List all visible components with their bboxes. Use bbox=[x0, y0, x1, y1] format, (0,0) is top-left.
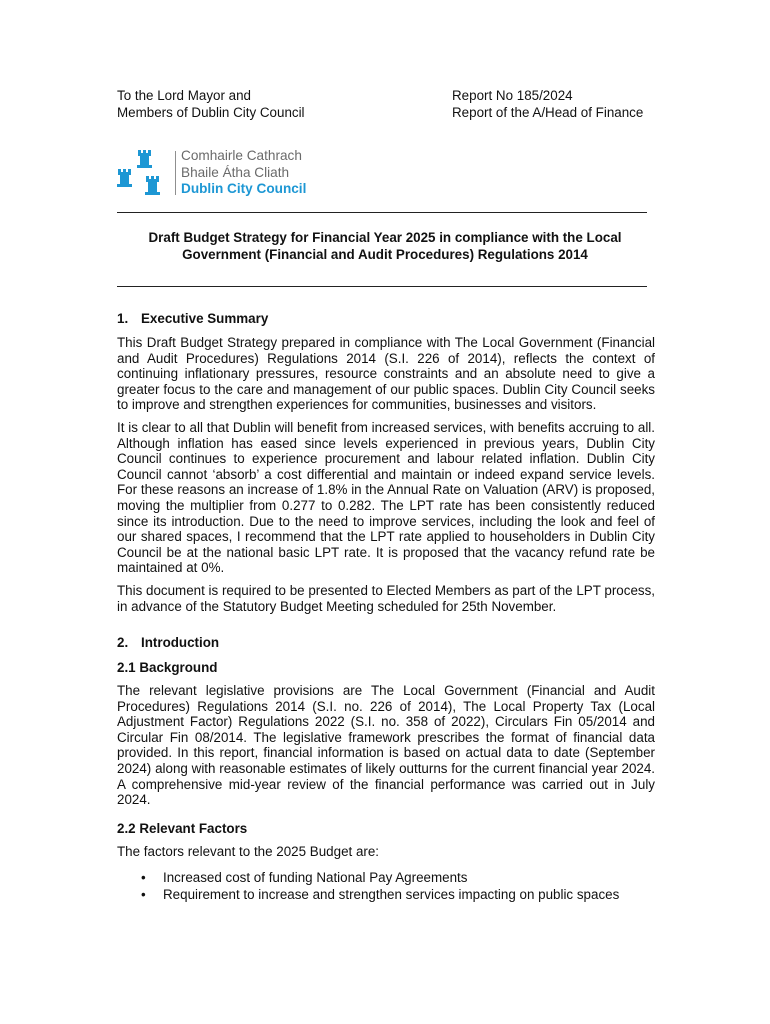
three-castles-icon bbox=[117, 148, 165, 198]
subsection-2-2-intro: The factors relevant to the 2025 Budget are: bbox=[117, 843, 380, 859]
document-title bbox=[117, 229, 653, 263]
council-name-irish-line2: Bhaile Átha Cliath bbox=[181, 164, 290, 180]
section-2-number: 2. bbox=[117, 635, 129, 651]
subsection-2-1-paragraph: The relevant legislative provisions are The Local Government (Financial and Audit Procedures) Regulations 2014 (S.I. no. 226 of 2014), The Local Property Tax (Local Adjustment Factor) Regulations 2022 (S.I. no. 358 of 2022), Circulars Fin 05/2014 and Circular Fin 08/2014. The legislative framework prescribes the format of financial data provided. In this report, financial information is based on actual data to date (September 2024) along with reasonable estimates of likely outturns for the current financial year 2024. A comprehensive mid-year review of the financial performance was carried out in July 2024. bbox=[117, 683, 655, 808]
section-1-heading bbox=[117, 310, 655, 327]
section-2-heading bbox=[117, 634, 655, 651]
list-item-text: Requirement to increase and strengthen services impacting on public spaces bbox=[163, 886, 620, 902]
council-name-block bbox=[181, 148, 306, 198]
council-name-english: Dublin City Council bbox=[181, 181, 307, 196]
report-number: Report No 185/2024 bbox=[452, 88, 573, 103]
addressee-block bbox=[117, 87, 305, 121]
section-1-number: 1. bbox=[117, 311, 129, 326]
relevant-factors-list bbox=[117, 870, 655, 903]
addressee-line-1: To the Lord Mayor and bbox=[117, 88, 251, 103]
section-1-paragraph-1: This Draft Budget Strategy prepared in compliance with The Local Government (Financial and Audit Procedures) Regulations 2014 (S.I. 226 of 2014), reflects the context of continuing inflationary pressures, resource constraints and an absolute need to give a greater focus to the care and management of our public spaces. Dublin City Council seeks to improve and strengthen experiences for communities, businesses and visitors. bbox=[117, 335, 655, 413]
report-author: Report of the A/Head of Finance bbox=[452, 105, 644, 120]
title-line-1: Draft Budget Strategy for Financial Year 2025 in compliance with the Local bbox=[148, 230, 622, 245]
council-name-irish-line1: Comhairle Cathrach bbox=[181, 148, 302, 163]
list-item bbox=[117, 870, 655, 887]
bullet-icon: • bbox=[141, 886, 146, 902]
section-1-paragraph-3: This document is required to be presented to Elected Members as part of the LPT process, in advance of the Statutory Budget Meeting scheduled for 25th November. bbox=[117, 582, 655, 614]
title-line-2: Government (Financial and Audit Procedures) Regulations 2014 bbox=[182, 247, 588, 262]
addressee-line-2: Members of Dublin City Council bbox=[117, 105, 305, 120]
section-1-paragraph-2: It is clear to all that Dublin will benefit from increased services, with benefits accruing to all. Although inflation has eased since levels experienced in previous years, Dublin City Council continues to experience procurement and labour related inflation. Dublin City Council cannot ‘absorb’ a cost differential and maintain or indeed expand service levels. For these reasons an increase of 1.8% in the Annual Rate on Valuation (ARV) is proposed, moving the multiplier from 0.277 to 0.282. The LPT rate has been consistently reduced since its introduction. Due to the need to improve services, including the look and feel of our shared spaces, I recommend that the LPT rate applied to householders in Dublin City Council be at the national basic LPT rate. It is proposed that the vacancy refund rate be maintained at 0%. bbox=[117, 419, 655, 576]
document-body bbox=[117, 310, 655, 903]
section-1-title: Executive Summary bbox=[141, 311, 269, 326]
report-info-block bbox=[452, 87, 643, 121]
list-item bbox=[117, 887, 655, 904]
bullet-icon: • bbox=[141, 870, 146, 886]
subsection-2-1-heading: 2.1 Background bbox=[117, 660, 218, 676]
subsection-2-2-heading: 2.2 Relevant Factors bbox=[117, 820, 248, 836]
dublin-city-council-logo bbox=[117, 148, 357, 200]
title-rule-bottom bbox=[117, 286, 647, 287]
title-rule-top bbox=[117, 212, 647, 213]
logo-divider bbox=[175, 151, 176, 195]
section-2-title: Introduction bbox=[141, 635, 220, 651]
list-item-text: Increased cost of funding National Pay Agreements bbox=[163, 870, 468, 886]
